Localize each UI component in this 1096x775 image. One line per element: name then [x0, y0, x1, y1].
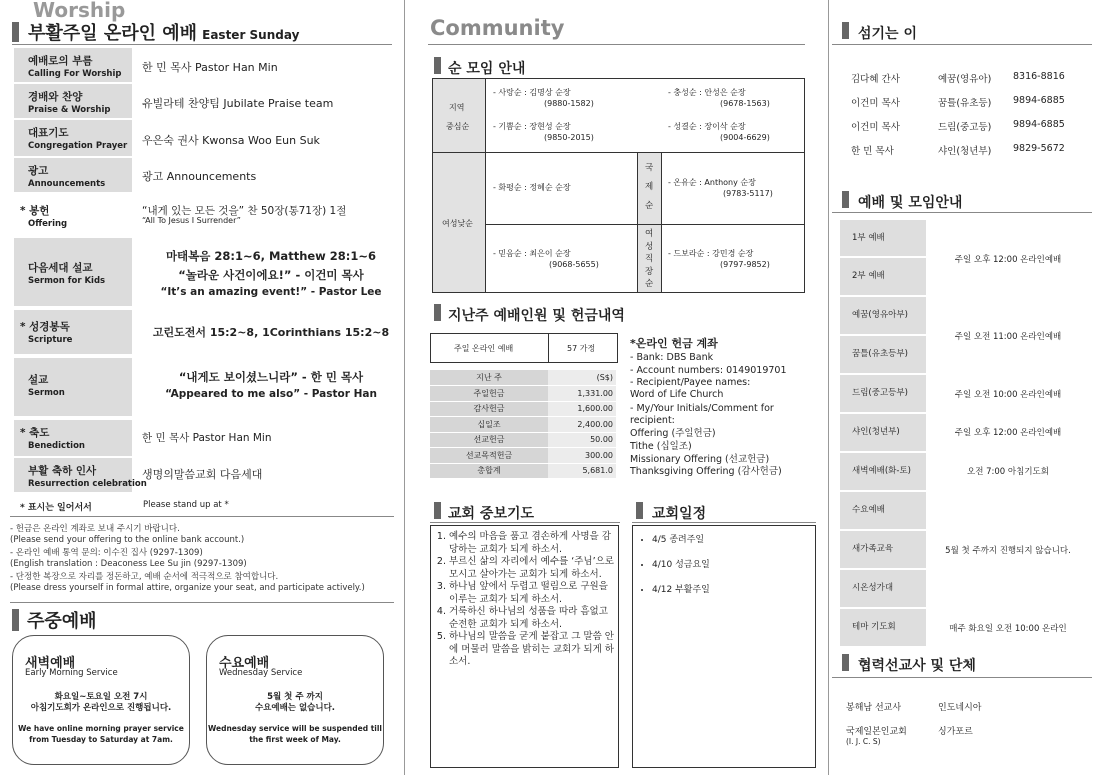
- bank-line: recipient:: [630, 415, 675, 426]
- fin-value: 300.00: [548, 448, 616, 464]
- wednesday-service-box: [206, 635, 384, 765]
- wed-title: 수요예배: [219, 656, 270, 671]
- group-entry: - 사랑순 : 김명상 순장: [493, 88, 571, 97]
- group-phone: (9678-1563): [720, 99, 770, 108]
- attendance-label: 주일 온라인 예배: [454, 344, 514, 353]
- community-underline: [428, 44, 805, 45]
- region-label-1: 지역: [449, 103, 465, 112]
- table-line: [485, 224, 805, 225]
- order-value-calling: 한 민 목사 Pastor Han Min: [142, 61, 278, 74]
- server-phone: 8316-8816: [1013, 71, 1065, 82]
- prayer-item: 1. 예수의 마음을 품고 겸손하게 사명을 감당하는 교회가 되게 하소서.: [449, 531, 615, 556]
- meetings-underline: [832, 212, 1092, 213]
- group-entry: - 충성순 : 안성은 순장: [668, 88, 746, 97]
- sermon-title-ko: “내게도 보이셨느니라” - 한 민 목사: [178, 370, 364, 384]
- scripture-reference: 고린도전서 15:2~8, 1Corinthians 15:2~8: [152, 326, 390, 339]
- bank-line: Thanksgiving Offering (감사헌금): [630, 466, 782, 477]
- meeting-label: 1부 예배: [840, 220, 926, 256]
- early-ko-1: 화요일~토요일 오전 7시: [54, 692, 148, 702]
- order-label-scripture: * 성경봉독 Scripture: [14, 310, 132, 354]
- worship-title-en: Easter Sunday: [202, 28, 300, 42]
- server-role: 샤인(청년부): [938, 146, 992, 157]
- note-line: (Please dress yourself in formal attire, organize your seat, and participate actively.): [10, 583, 365, 593]
- prayer-item: 4. 거룩하신 하나님의 성품을 따라 흠없고 순전한 교회가 되게 하소서.: [449, 606, 615, 631]
- early-en-1: We have online morning prayer service: [18, 724, 184, 733]
- bank-line: Tithe (십일조): [630, 441, 692, 452]
- kids-sermon-line-1: 마태복음 28:1~6, Matthew 28:1~6: [165, 249, 377, 263]
- order-value-resurrection: 생명의말씀교회 다음세대: [142, 468, 263, 481]
- order-label-offering: * 봉헌 Offering: [20, 205, 68, 229]
- group-phone: (9068-5655): [549, 260, 599, 269]
- meeting-label: 드림(중고등부): [840, 375, 926, 412]
- groups-title: 순 모임 안내: [448, 61, 526, 77]
- order-label-announcements: 광고 Announcements: [14, 158, 132, 192]
- order-value-announcements: 광고 Announcements: [142, 170, 257, 183]
- fin-label: 십일조: [430, 417, 548, 433]
- schedule-title: 교회일정: [652, 506, 707, 522]
- worship-title: [28, 19, 299, 45]
- order-label-prayer: 대표기도 Congregation Prayer: [14, 120, 132, 156]
- section-bar: [636, 502, 643, 519]
- note-line: - 단정한 복장으로 자리를 정돈하고, 예배 순서에 적극적으로 참여합니다.: [10, 572, 279, 582]
- missions-underline: [832, 677, 1092, 678]
- server-phone: 9894-6885: [1013, 95, 1065, 106]
- sermon-title-en: “Appeared to me also” - Pastor Han: [165, 388, 377, 400]
- col-label-women-work: 여 성 직 장 순: [645, 229, 654, 289]
- server-role: 드림(중고등): [938, 122, 992, 133]
- stand-note-ko: * 표시는 일어서서: [20, 503, 92, 513]
- wed-subtitle: Wednesday Service: [219, 668, 303, 678]
- meeting-label: 테마 기도회: [840, 609, 926, 646]
- servers-underline: [832, 44, 1092, 45]
- order-label-resurrection: 부활 축하 인사 Resurrection celebration: [14, 458, 132, 492]
- order-label-kids-sermon: 다음세대 설교 Sermon for Kids: [14, 238, 132, 306]
- note-line: (Please send your offering to the online bank account.): [10, 535, 245, 545]
- meeting-label: 샤인(청년부): [840, 414, 926, 451]
- group-phone: (9783-5117): [723, 189, 773, 198]
- table-line: [637, 152, 638, 293]
- women-label: 여성낮순: [442, 219, 473, 228]
- title-underline: [12, 44, 392, 45]
- section-bar: [842, 22, 849, 39]
- server-name: 한 민 목사: [851, 146, 894, 157]
- early-ko-2: 아침기도회가 온라인으로 진행됩니다.: [30, 703, 172, 713]
- bank-line: Offering (주일헌금): [630, 428, 716, 439]
- order-label-praise: 경배와 찬양 Praise & Worship: [14, 84, 132, 118]
- order-value-prayer: 우은숙 권사 Kwonsa Woo Eun Suk: [142, 134, 320, 147]
- section-bar: [842, 654, 849, 671]
- weekday-title: 주중예배: [27, 611, 97, 632]
- meeting-time: 주일 오전 10:00 온라인예배: [954, 390, 1062, 400]
- section-bar: [12, 609, 19, 631]
- community-title: Community: [430, 16, 565, 40]
- group-phone: (9797-9852): [720, 260, 770, 269]
- server-name: 김다혜 간사: [851, 74, 900, 85]
- meeting-label: 새가족교육: [840, 531, 926, 568]
- bank-line: Word of Life Church: [630, 389, 724, 400]
- fin-value: 1,600.00: [548, 401, 616, 417]
- fin-label: 주일헌금: [430, 386, 548, 402]
- prayer-underline: [430, 522, 620, 523]
- finance-title: 지난주 예배인원 및 헌금내역: [448, 308, 625, 324]
- group-phone: (9850-2015): [544, 133, 594, 142]
- early-en-2: from Tuesday to Saturday at 7am.: [29, 735, 173, 744]
- schedule-item: • 4/5 종려주일: [652, 532, 710, 545]
- stand-note-en: Please stand up at *: [143, 500, 229, 510]
- meeting-time: 5월 첫 주까지 진행되지 않습니다.: [945, 546, 1071, 556]
- bank-line: - My/Your Initials/Comment for: [630, 403, 774, 414]
- early-title: 새벽예배: [25, 656, 76, 671]
- order-value-praise: 유빌라테 찬양팀 Jubilate Praise team: [142, 97, 334, 110]
- schedule-item: • 4/10 성금요일: [652, 557, 710, 570]
- group-entry: - 기쁨순 : 장현성 순장: [493, 122, 571, 131]
- early-morning-service-box: [12, 635, 190, 765]
- column-divider-1: [404, 0, 405, 775]
- order-value-offering: “내게 있는 모든 것을” 찬 50장(통71장) 1절: [142, 205, 347, 217]
- order-label-benediction: * 축도 Benediction: [14, 420, 132, 456]
- notes-bottom-divider: [10, 602, 394, 603]
- kids-sermon-line-2: “놀라운 사건이에요!” - 이건미 목사: [178, 268, 364, 282]
- bank-line: - Recipient/Payee names:: [630, 377, 751, 388]
- mission-name: 국제일본인교회: [846, 727, 907, 737]
- fin-value: 1,331.00: [548, 386, 616, 402]
- missions-title: 협력선교사 및 단체: [858, 658, 976, 674]
- fin-value: 2,400.00: [548, 417, 616, 433]
- mission-place: 싱가포르: [938, 727, 973, 737]
- prayer-item: 2. 부르신 삶의 자리에서 예수를 ‘주님’으로 모시고 살아가는 교회가 되게 하소서.: [449, 556, 615, 581]
- prayer-list: [435, 531, 615, 669]
- order-label-calling: 예배로의 부름 Calling For Worship: [14, 48, 132, 82]
- meeting-label: 2부 예배: [840, 258, 926, 295]
- meeting-time: 주일 오전 11:00 온라인예배: [954, 332, 1062, 342]
- server-name: 이건미 목사: [851, 122, 900, 133]
- fin-value: 50.00: [548, 432, 616, 448]
- meeting-label: 수요예배: [840, 492, 926, 529]
- fin-label: 선교헌금: [430, 432, 548, 448]
- wed-en-2: the first week of May.: [249, 735, 341, 744]
- wed-en-1: Wednesday service will be suspended till: [207, 724, 383, 733]
- kids-sermon-line-3: “It’s an amazing event!” - Pastor Lee: [160, 286, 382, 298]
- meeting-time: 주일 오후 12:00 온라인예배: [954, 428, 1062, 438]
- column-divider-2: [828, 0, 829, 775]
- bank-line: - Bank: DBS Bank: [630, 352, 714, 363]
- wed-ko-1: 5월 첫 주 까지: [267, 692, 323, 702]
- prayer-item: 5. 하나님의 말씀을 굳게 붙잡고 그 말씀 안에 머물러 말씀을 밝히는 교회가 되게 하소서.: [449, 631, 615, 669]
- section-bar: [434, 57, 441, 74]
- section-bar: [434, 502, 441, 519]
- prayer-item: 3. 하나님 앞에서 두렵고 떨림으로 구원을 이루는 교회가 되게 하소서.: [449, 581, 615, 606]
- mission-name-sub: (I. J. C. S): [846, 737, 881, 746]
- schedule-underline: [632, 522, 816, 523]
- order-value-benediction: 한 민 목사 Pastor Han Min: [142, 432, 272, 444]
- group-entry: - 드보라순 : 강민경 순장: [668, 249, 754, 258]
- fin-header-label: 지난 주: [430, 370, 548, 386]
- table-line: [432, 152, 805, 153]
- region-label-bg: [433, 79, 485, 152]
- group-phone: (9004-6629): [720, 133, 770, 142]
- meetings-title: 예배 및 모임안내: [858, 195, 963, 211]
- note-line: - 온라인 예배 통역 문의: 이수진 집사 (9297-1309): [10, 548, 203, 558]
- mission-name: 봉해남 선교사: [846, 703, 902, 713]
- section-bar: [12, 22, 19, 42]
- server-role: 꿈틀(유초등): [938, 98, 992, 109]
- region-label-2: 중심순: [446, 122, 470, 131]
- finance-table: [430, 370, 616, 479]
- meeting-label: 새벽예배(화-토): [840, 453, 926, 490]
- col-label-intl: 국 제 순: [645, 163, 654, 211]
- meeting-time: 오전 7:00 아침기도회: [967, 467, 1049, 477]
- meeting-time: 매주 화요일 오전 10:00 온라인: [949, 624, 1067, 634]
- group-phone: (9880-1582): [544, 99, 594, 108]
- server-phone: 9894-6885: [1013, 119, 1065, 130]
- section-bar: [842, 191, 849, 208]
- server-phone: 9829-5672: [1013, 143, 1065, 154]
- server-role: 예꿈(영유아): [938, 74, 992, 85]
- worship-watermark: Worship: [33, 0, 126, 22]
- meeting-label: 시온성가대: [840, 570, 926, 607]
- group-entry: - 믿음순 : 최은이 순장: [493, 249, 571, 258]
- notes-divider: [10, 516, 394, 517]
- order-value-offering-en: “All To Jesus I Surrender”: [142, 216, 241, 225]
- wed-ko-2: 수요예배는 없습니다.: [254, 703, 336, 713]
- section-bar: [434, 304, 441, 321]
- group-entry: - 화평순 : 정혜순 순장: [493, 183, 571, 192]
- bank-line: - Account numbers: 0149019701: [630, 365, 787, 376]
- fin-total-label: 총합계: [430, 463, 548, 479]
- note-line: (English translation : Deaconess Lee Su jin (9297-1309): [10, 559, 247, 569]
- schedule-list: [638, 532, 710, 607]
- group-entry: - 온유순 : Anthony 순장: [668, 178, 756, 187]
- meeting-time: 주일 오후 12:00 온라인예배: [954, 255, 1062, 265]
- fin-label: 감사헌금: [430, 401, 548, 417]
- bank-line: Missionary Offering (선교헌금): [630, 454, 770, 465]
- meeting-label: 꿈틀(유초등부): [840, 336, 926, 373]
- attendance-value: 57 가정: [567, 344, 596, 353]
- mission-place: 인도네시아: [938, 703, 982, 713]
- fin-label: 선교목적헌금: [430, 448, 548, 464]
- servers-title: 섬기는 이: [858, 26, 917, 42]
- early-subtitle: Early Morning Service: [25, 668, 118, 678]
- schedule-item: • 4/12 부활주일: [652, 582, 710, 595]
- prayer-title: 교회 중보기도: [448, 506, 535, 522]
- table-line: [661, 152, 662, 293]
- table-line: [485, 78, 486, 293]
- group-entry: - 성결순 : 장이삭 순장: [668, 122, 746, 131]
- fin-total-value: 5,681.0: [548, 463, 616, 479]
- worship-title-ko: 부활주일 온라인 예배: [28, 23, 198, 44]
- table-line: [548, 333, 549, 363]
- fin-header-unit: (S$): [548, 370, 616, 386]
- meeting-label: 예꿈(영유아부): [840, 297, 926, 334]
- server-name: 이건미 목사: [851, 98, 900, 109]
- note-line: - 헌금은 온라인 계좌로 보내 주시기 바랍니다.: [10, 524, 180, 534]
- order-label-sermon: 설교 Sermon: [14, 358, 132, 416]
- bank-title: *온라인 헌금 계좌: [630, 337, 718, 350]
